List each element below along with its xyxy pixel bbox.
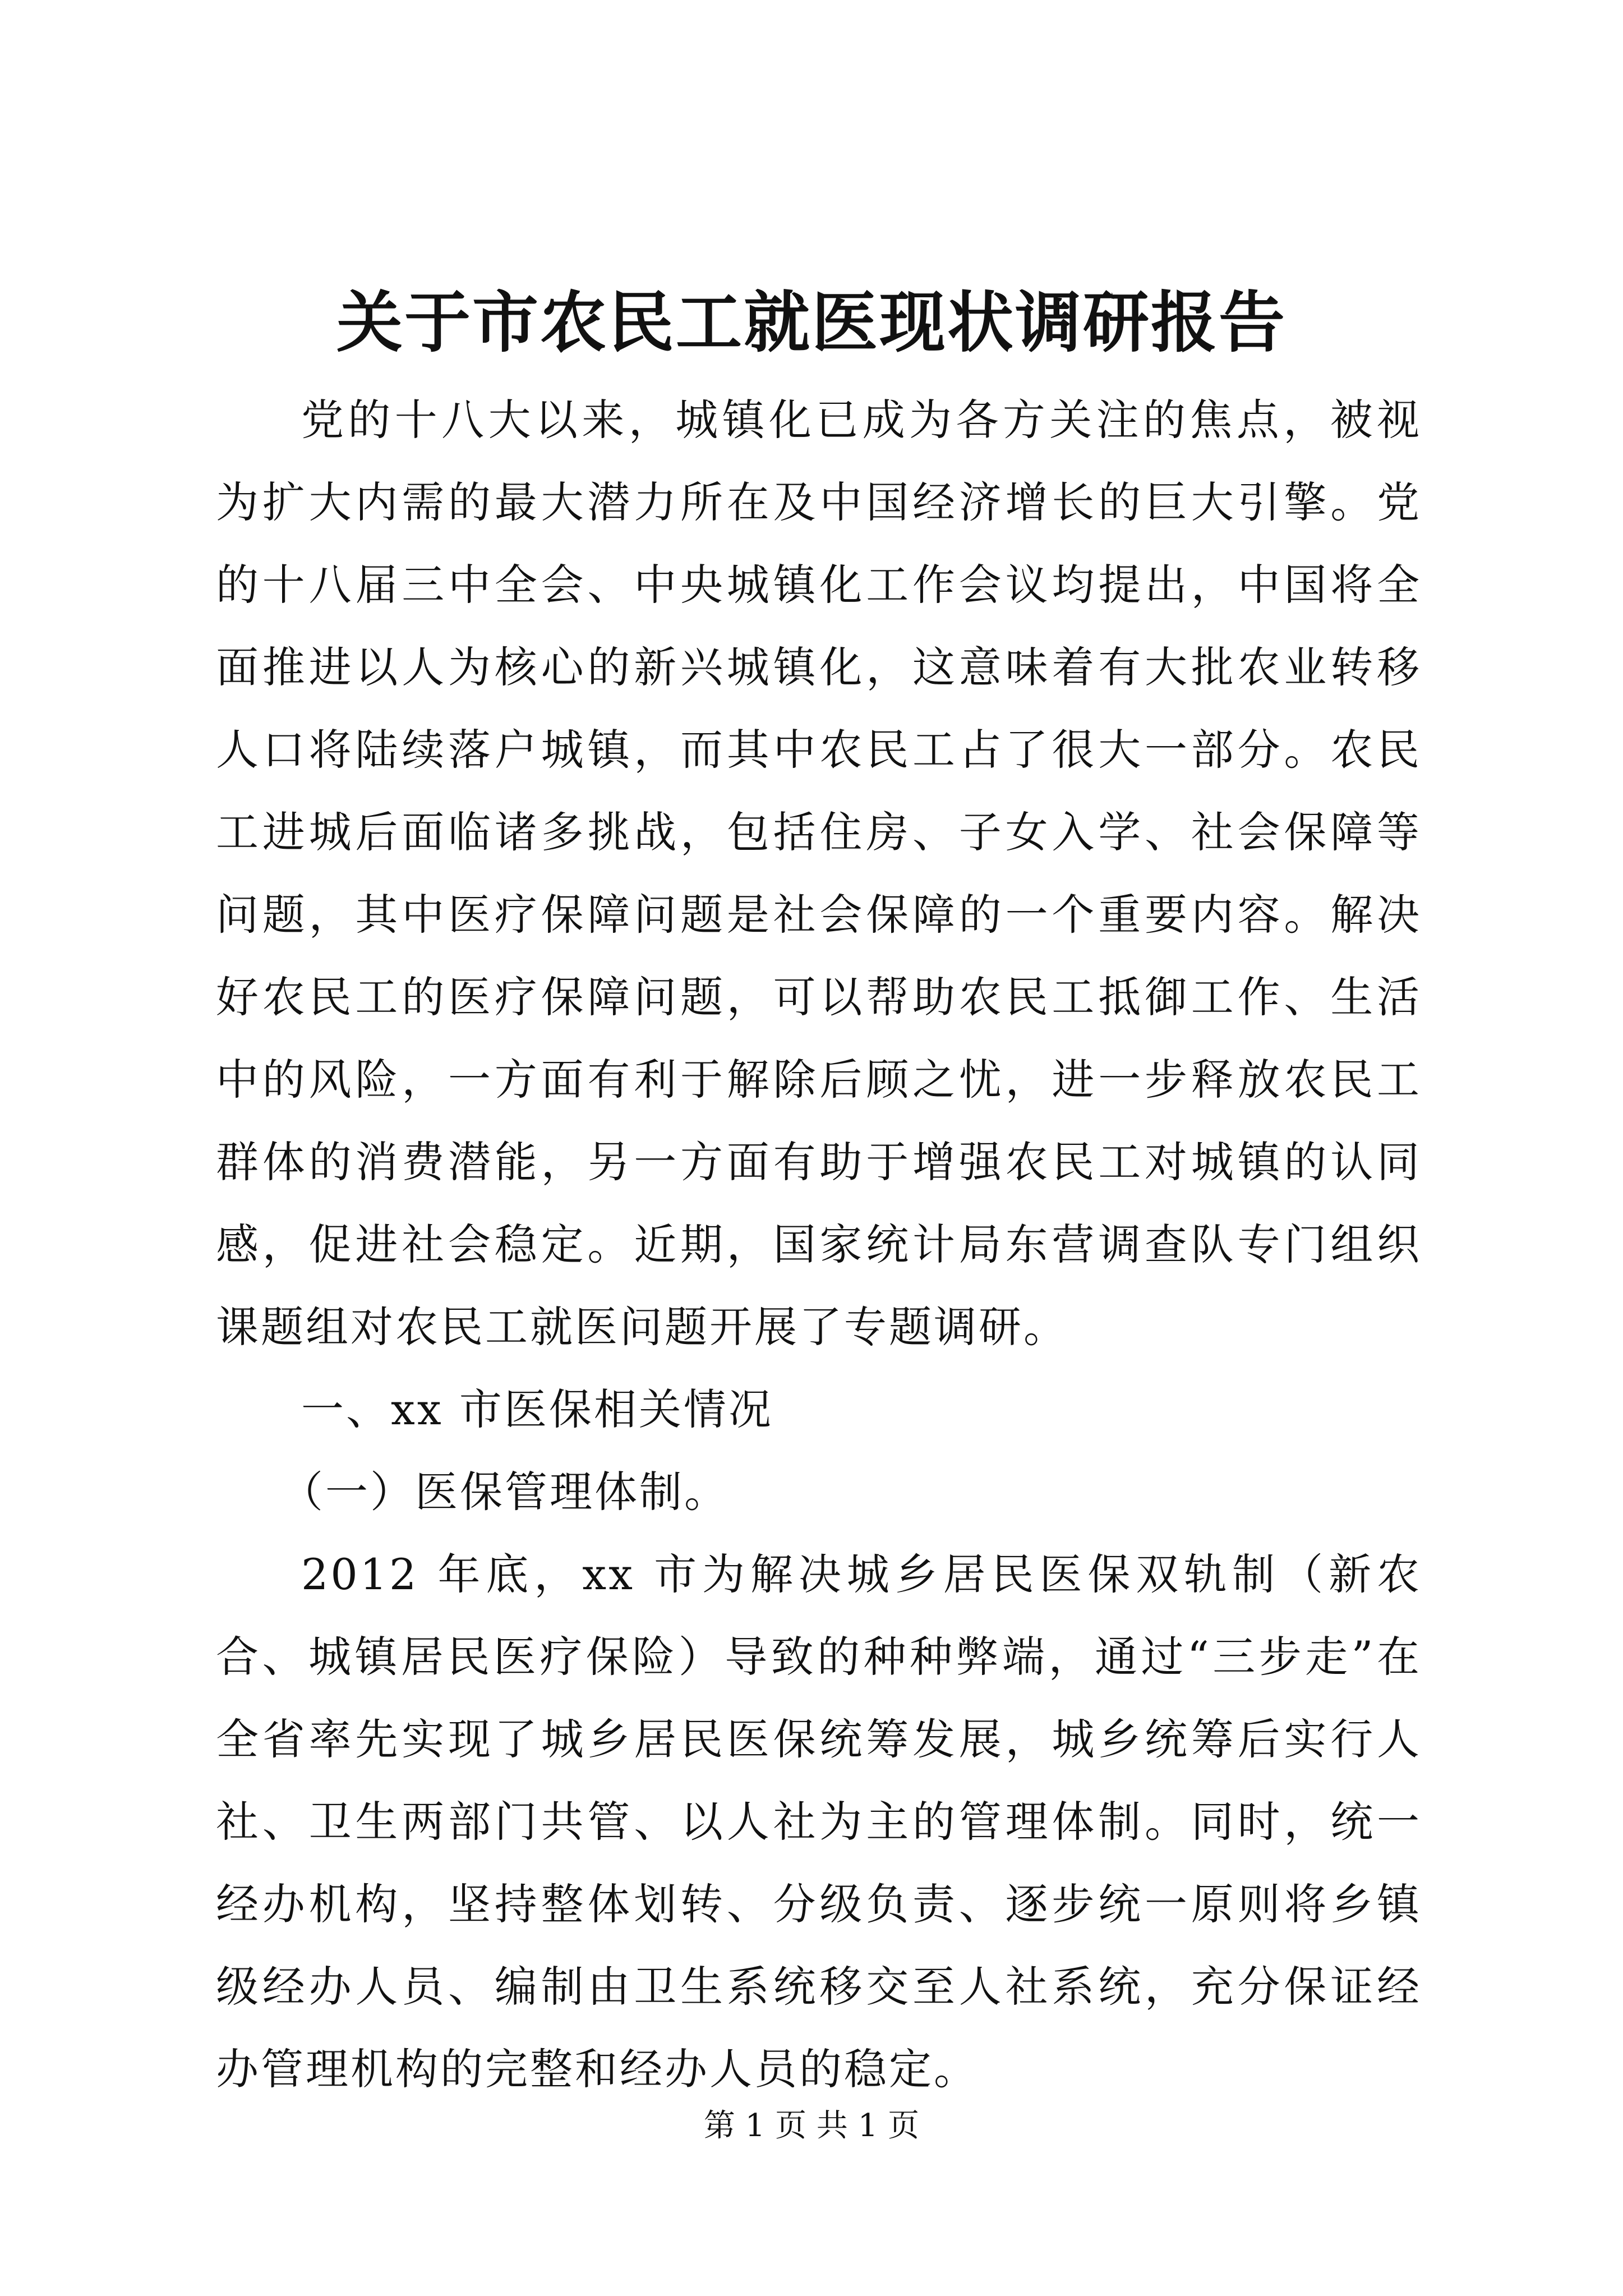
document-body [216,379,1422,2110]
section-heading: 一、xx 市医保相关情况 [301,1384,773,1434]
body-paragraph: 2012 年底，xx 市为解决城乡居民医保双轨制（新农合、城镇居民医疗保险）导致的种种弊端，通过“三步走”在全省率先实现了城乡居民医保统筹发展，城乡统筹后实行人社、卫生两部门共管、以人社为主的管理体制。同时，统一经办机构，坚持整体划转、分级负责、逐步统一原则将乡镇级经办人员、编制由卫生系统移交至人社系统，充分保证经办管理机构的完整和经办人员的稳定。 [216,1549,1422,2094]
subsection-heading: （一）医保管理体制。 [280,1467,729,1517]
intro-paragraph: 党的十八大以来，城镇化已成为各方关注的焦点，被视为扩大内需的最大潜力所在及中国经济增长的巨大引擎。党的十八届三中全会、中央城镇化工作会议均提出，中国将全面推进以人为核心的新兴城镇化，这意味着有大批农业转移人口将陆续落户城镇，而其中农民工占了很大一部分。农民工进城后面临诸多挑战，包括住房、子女入学、社会保障等问题，其中医疗保障问题是社会保障的一个重要内容。解决好农民工的医疗保障问题，可以帮助农民工抵御工作、生活中的风险，一方面有利于解除后顾之忧，进一步释放农民工群体的消费潜能，另一方面有助于增强农民工对城镇的认同感，促进社会稳定。近期，国家统计局东营调查队专门组织课题组对农民工就医问题开展了专题调研。 [216,395,1422,1352]
document-title: 关于市农民工就医现状调研报告 [336,283,1287,361]
page-footer: 第 1 页 共 1 页 [703,2108,920,2144]
